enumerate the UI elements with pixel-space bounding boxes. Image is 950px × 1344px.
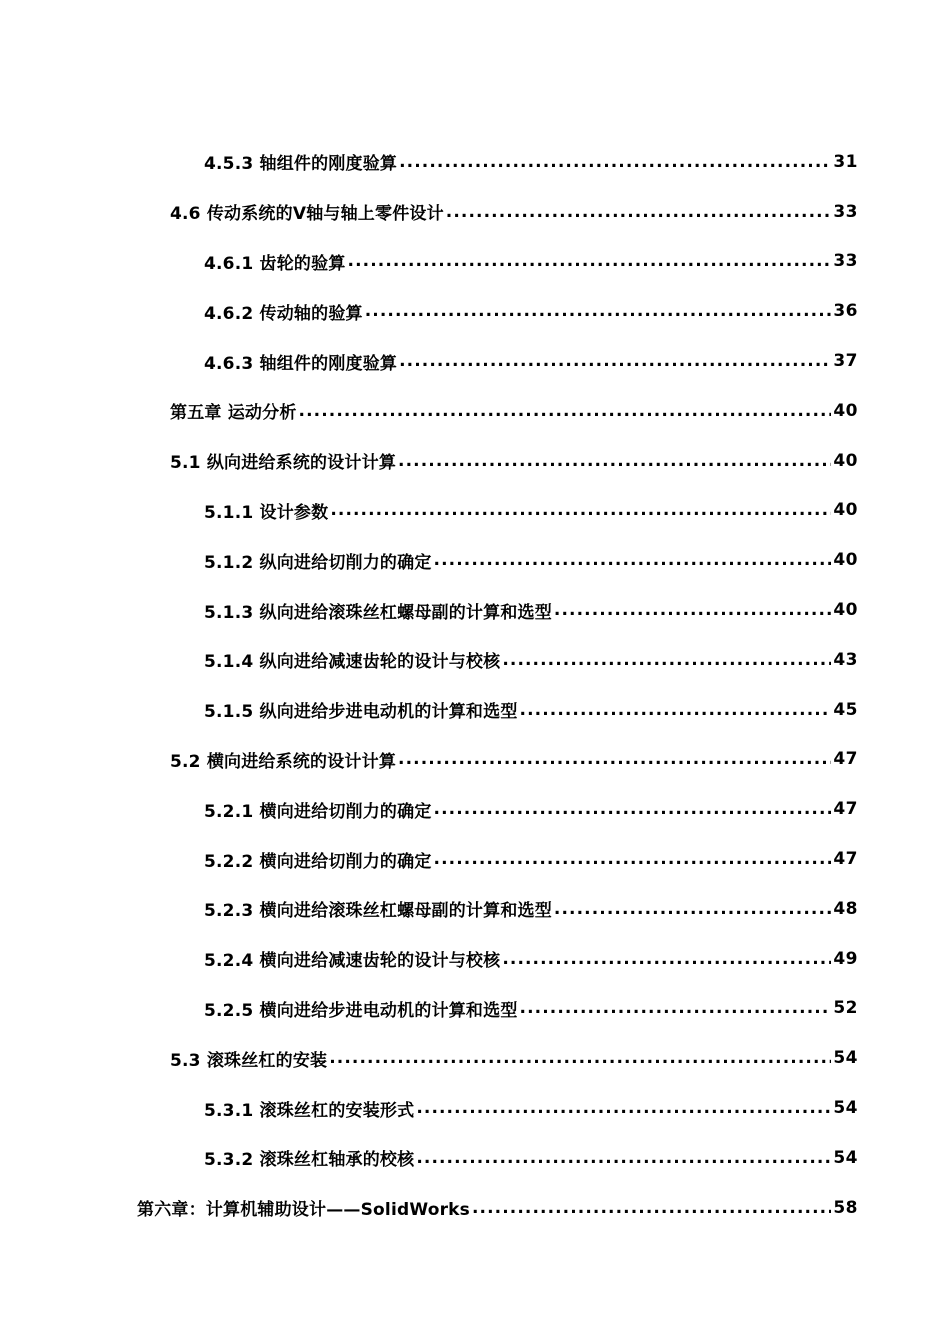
toc-entry-page-number: 47 — [833, 749, 858, 770]
toc-entry-title: 5.3.2 滚珠丝杠轴承的校核 — [204, 1150, 415, 1171]
dot-leader — [472, 1198, 831, 1218]
toc-entry-page-number: 52 — [833, 998, 858, 1019]
toc-entry-page-number: 54 — [833, 1098, 858, 1119]
toc-entry[interactable] — [0, 436, 950, 486]
toc-entry[interactable] — [0, 934, 950, 984]
toc-entry-title: 5.2.2 横向进给切削力的确定 — [204, 851, 432, 872]
toc-entry-title: 4.6.3 轴组件的刚度验算 — [204, 353, 398, 374]
toc-entry-page-number: 40 — [833, 550, 858, 571]
toc-entry-title: 5.1.2 纵向进给切削力的确定 — [204, 552, 432, 573]
toc-entry-title: 5.1 纵向进给系统的设计计算 — [170, 453, 397, 474]
toc-entry[interactable] — [0, 585, 950, 635]
toc-entry-page-number: 33 — [833, 201, 858, 222]
toc-entry-title: 5.1.3 纵向进给滚珠丝杠螺母副的计算和选型 — [204, 602, 552, 623]
toc-entry[interactable] — [0, 1083, 950, 1133]
toc-entry-title: 5.3 滚珠丝杠的安装 — [170, 1050, 328, 1071]
toc-entry-title: 第六章：计算机辅助设计——SolidWorks — [137, 1200, 470, 1221]
toc-entry-title: 4.6.1 齿轮的验算 — [204, 253, 346, 274]
toc-entry-page-number: 40 — [833, 400, 858, 421]
toc-entry[interactable] — [0, 336, 950, 386]
dot-leader — [348, 251, 832, 271]
toc-entry-title: 4.6.2 传动轴的验算 — [204, 303, 363, 324]
toc-entry-page-number: 58 — [833, 1197, 858, 1218]
dot-leader — [399, 351, 831, 371]
toc-entry-title: 5.2.3 横向进给滚珠丝杠螺母副的计算和选型 — [204, 901, 552, 922]
toc-entry-page-number: 48 — [833, 898, 858, 919]
toc-entry-title: 4.6 传动系统的Ⅴ轴与轴上零件设计 — [170, 204, 444, 225]
toc-entry[interactable] — [0, 535, 950, 585]
dot-leader — [434, 799, 832, 819]
toc-entry[interactable] — [0, 984, 950, 1034]
toc-entry[interactable] — [0, 1133, 950, 1183]
toc-entry[interactable] — [0, 884, 950, 934]
dot-leader — [502, 949, 831, 969]
toc-entry-page-number: 54 — [833, 1147, 858, 1168]
toc-entry-page-number: 47 — [833, 799, 858, 820]
toc-entry[interactable] — [0, 685, 950, 735]
toc-entry[interactable] — [0, 237, 950, 287]
toc-entry-page-number: 47 — [833, 849, 858, 870]
toc-entry-title: 5.2.5 横向进给步进电动机的计算和选型 — [204, 1000, 518, 1021]
dot-leader — [434, 550, 832, 570]
toc-entry[interactable] — [0, 834, 950, 884]
dot-leader — [446, 202, 832, 222]
toc-entry[interactable] — [0, 1033, 950, 1083]
toc-entry[interactable] — [0, 137, 950, 187]
toc-entry-page-number: 37 — [833, 351, 858, 372]
toc-entry-page-number: 54 — [833, 1048, 858, 1069]
toc-entry-title: 5.2.4 横向进给减速齿轮的设计与校核 — [204, 951, 501, 972]
toc-entry-title: 5.1.4 纵向进给减速齿轮的设计与校核 — [204, 652, 501, 673]
dot-leader — [365, 301, 832, 321]
toc-entry[interactable] — [0, 187, 950, 237]
toc-entry-page-number: 31 — [833, 151, 858, 172]
dot-leader — [398, 451, 831, 471]
toc-entry-title: 5.1.5 纵向进给步进电动机的计算和选型 — [204, 702, 518, 723]
toc-entry-title: 5.2.1 横向进给切削力的确定 — [204, 801, 432, 822]
toc-entry-page-number: 40 — [833, 600, 858, 621]
toc-entry-title: 5.1.1 设计参数 — [204, 502, 329, 523]
dot-leader — [502, 650, 831, 670]
toc-entry[interactable] — [0, 735, 950, 785]
toc-entry-page-number: 40 — [833, 500, 858, 521]
toc-entry-title: 第五章 运动分析 — [170, 403, 297, 424]
toc-entry[interactable] — [0, 486, 950, 536]
dot-leader — [299, 401, 832, 421]
toc-entry-page-number: 40 — [833, 450, 858, 471]
dot-leader — [399, 152, 831, 172]
toc-entry[interactable] — [0, 635, 950, 685]
toc-entry-page-number: 33 — [833, 251, 858, 272]
dot-leader — [554, 600, 831, 620]
toc-entry[interactable] — [0, 1183, 950, 1233]
toc-entry[interactable] — [0, 286, 950, 336]
dot-leader — [520, 700, 832, 720]
table-of-contents — [0, 137, 950, 1233]
toc-entry[interactable] — [0, 784, 950, 834]
toc-entry[interactable] — [0, 386, 950, 436]
toc-entry-page-number: 49 — [833, 948, 858, 969]
dot-leader — [554, 899, 831, 919]
dot-leader — [416, 1148, 831, 1168]
dot-leader — [398, 749, 831, 769]
toc-entry-page-number: 36 — [833, 301, 858, 322]
dot-leader — [330, 500, 831, 520]
dot-leader — [416, 1098, 831, 1118]
dot-leader — [434, 849, 832, 869]
toc-entry-title: 4.5.3 轴组件的刚度验算 — [204, 154, 398, 175]
toc-entry-page-number: 45 — [833, 699, 858, 720]
toc-entry-page-number: 43 — [833, 649, 858, 670]
dot-leader — [329, 1048, 831, 1068]
dot-leader — [520, 998, 832, 1018]
toc-entry-title: 5.2 横向进给系统的设计计算 — [170, 751, 397, 772]
toc-entry-title: 5.3.1 滚珠丝杠的安装形式 — [204, 1100, 415, 1121]
